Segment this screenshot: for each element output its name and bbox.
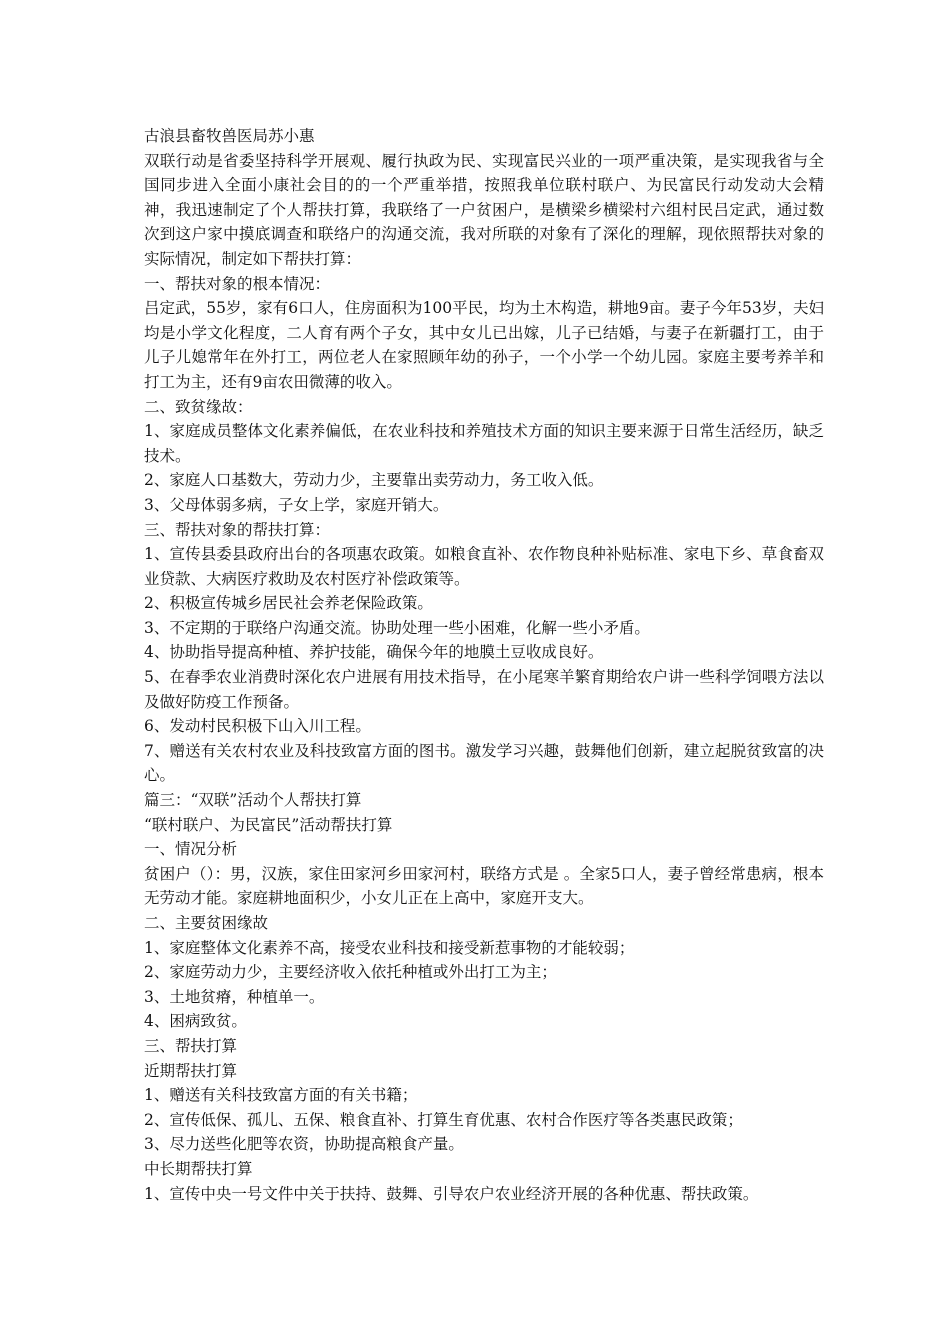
paragraph: 双联行动是省委坚持科学开展观、履行执政为民、实现富民兴业的一项严重决策，是实现我省与全国同步进入全面小康社会目的的一个严重举措，按照我单位联村联户、为民富民行动发动大会精神，我迅速制定了个人帮扶打算，我联络了一户贫困户，是横梁乡横梁村六组村民吕定武，通过数次到这户家中摸底调查和联络户的沟通交流，我对所联的对象有了深化的理解，现依照帮扶对象的实际情况，制定如下帮扶打算： — [144, 151, 824, 268]
paragraph: 4、协助指导提高种植、养护技能，确保今年的地膜土豆收成良好。 — [144, 643, 604, 662]
paragraph: 篇三：“双联”活动个人帮扶打算 — [144, 791, 362, 810]
paragraph: 5、在春季农业消费时深化农户进展有用技术指导，在小尾寒羊繁育期给农户讲一些科学饲喂方法以及做好防疫工作预备。 — [144, 668, 824, 711]
paragraph: 古浪县畜牧兽医局苏小惠 — [144, 127, 315, 145]
document-body — [144, 124, 824, 1206]
paragraph: 7、赠送有关农村农业及科技致富方面的图书。激发学习兴趣，鼓舞他们创新，建立起脱贫致富的决心。 — [144, 741, 824, 785]
paragraph: 1、宣传县委县政府出台的各项惠农政策。如粮食直补、农作物良种补贴标准、家电下乡、草食畜双业贷款、大病医疗救助及农村医疗补偿政策等。 — [144, 545, 824, 588]
paragraph: 一、情况分析 — [144, 840, 238, 859]
paragraph: 3、不定期的于联络户沟通交流。协助处理一些小困难，化解一些小矛盾。 — [144, 618, 650, 637]
paragraph: “联村联户、为民富民”活动帮扶打算 — [144, 815, 393, 834]
paragraph: 1、赠送有关科技致富方面的有关书籍； — [144, 1086, 418, 1105]
paragraph: 6、发动村民积极下山入川工程。 — [144, 717, 371, 736]
paragraph: 3、尽力送些化肥等农资，协助提高粮食产量。 — [144, 1135, 464, 1154]
paragraph: 一、帮扶对象的根本情况： — [144, 274, 331, 293]
paragraph: 三、帮扶打算 — [144, 1036, 238, 1055]
paragraph: 中长期帮扶打算 — [144, 1159, 253, 1178]
paragraph: 2、积极宣传城乡居民社会养老保险政策。 — [144, 594, 433, 613]
paragraph: 1、宣传中央一号文件中关于扶持、鼓舞、引导农户农业经济开展的各种优惠、帮扶政策。 — [144, 1184, 759, 1203]
paragraph: 1、家庭成员整体文化素养偏低，在农业科技和养殖技术方面的知识主要来源于日常生活经历，缺乏技术。 — [144, 422, 824, 465]
paragraph: 吕定武，55岁，家有6口人，住房面积为100平民，均为土木构造，耕地9亩。妻子今年53岁，夫妇均是小学文化程度，二人育有两个子女，其中女儿已出嫁，儿子已结婚，与妻子在新疆打工，由于儿子儿媳常年在外打工，两位老人在家照顾年幼的孙子，一个小学一个幼儿园。家庭主要考养羊和打工为主，还有9亩农田微薄的收入。 — [144, 299, 824, 391]
paragraph: 二、主要贫困缘故 — [144, 914, 269, 932]
paragraph: 2、家庭劳动力少，主要经济收入依托种植或外出打工为主； — [144, 963, 557, 982]
paragraph: 2、宣传低保、孤儿、五保、粮食直补、打算生育优惠、农村合作医疗等各类惠民政策； — [144, 1110, 743, 1129]
paragraph: 二、致贫缘故： — [144, 397, 253, 416]
paragraph: 2、家庭人口基数大，劳动力少，主要靠出卖劳动力，务工收入低。 — [144, 471, 604, 490]
paragraph: 1、家庭整体文化素养不高，接受农业科技和接受新惹事物的才能较弱； — [144, 938, 635, 957]
paragraph: 三、帮扶对象的帮扶打算： — [144, 520, 331, 539]
paragraph: 近期帮扶打算 — [144, 1061, 238, 1080]
paragraph: 贫困户（）：男，汉族，家住田家河乡田家河村，联络方式是 。全家5口人，妻子曾经常患病，根本无劳动才能。家庭耕地面积少，小女儿正在上高中，家庭开支大。 — [144, 864, 824, 908]
paragraph: 3、土地贫瘠，种植单一。 — [144, 987, 325, 1006]
paragraph: 3、父母体弱多病，子女上学，家庭开销大。 — [144, 495, 449, 514]
paragraph: 4、困病致贫。 — [144, 1012, 247, 1031]
